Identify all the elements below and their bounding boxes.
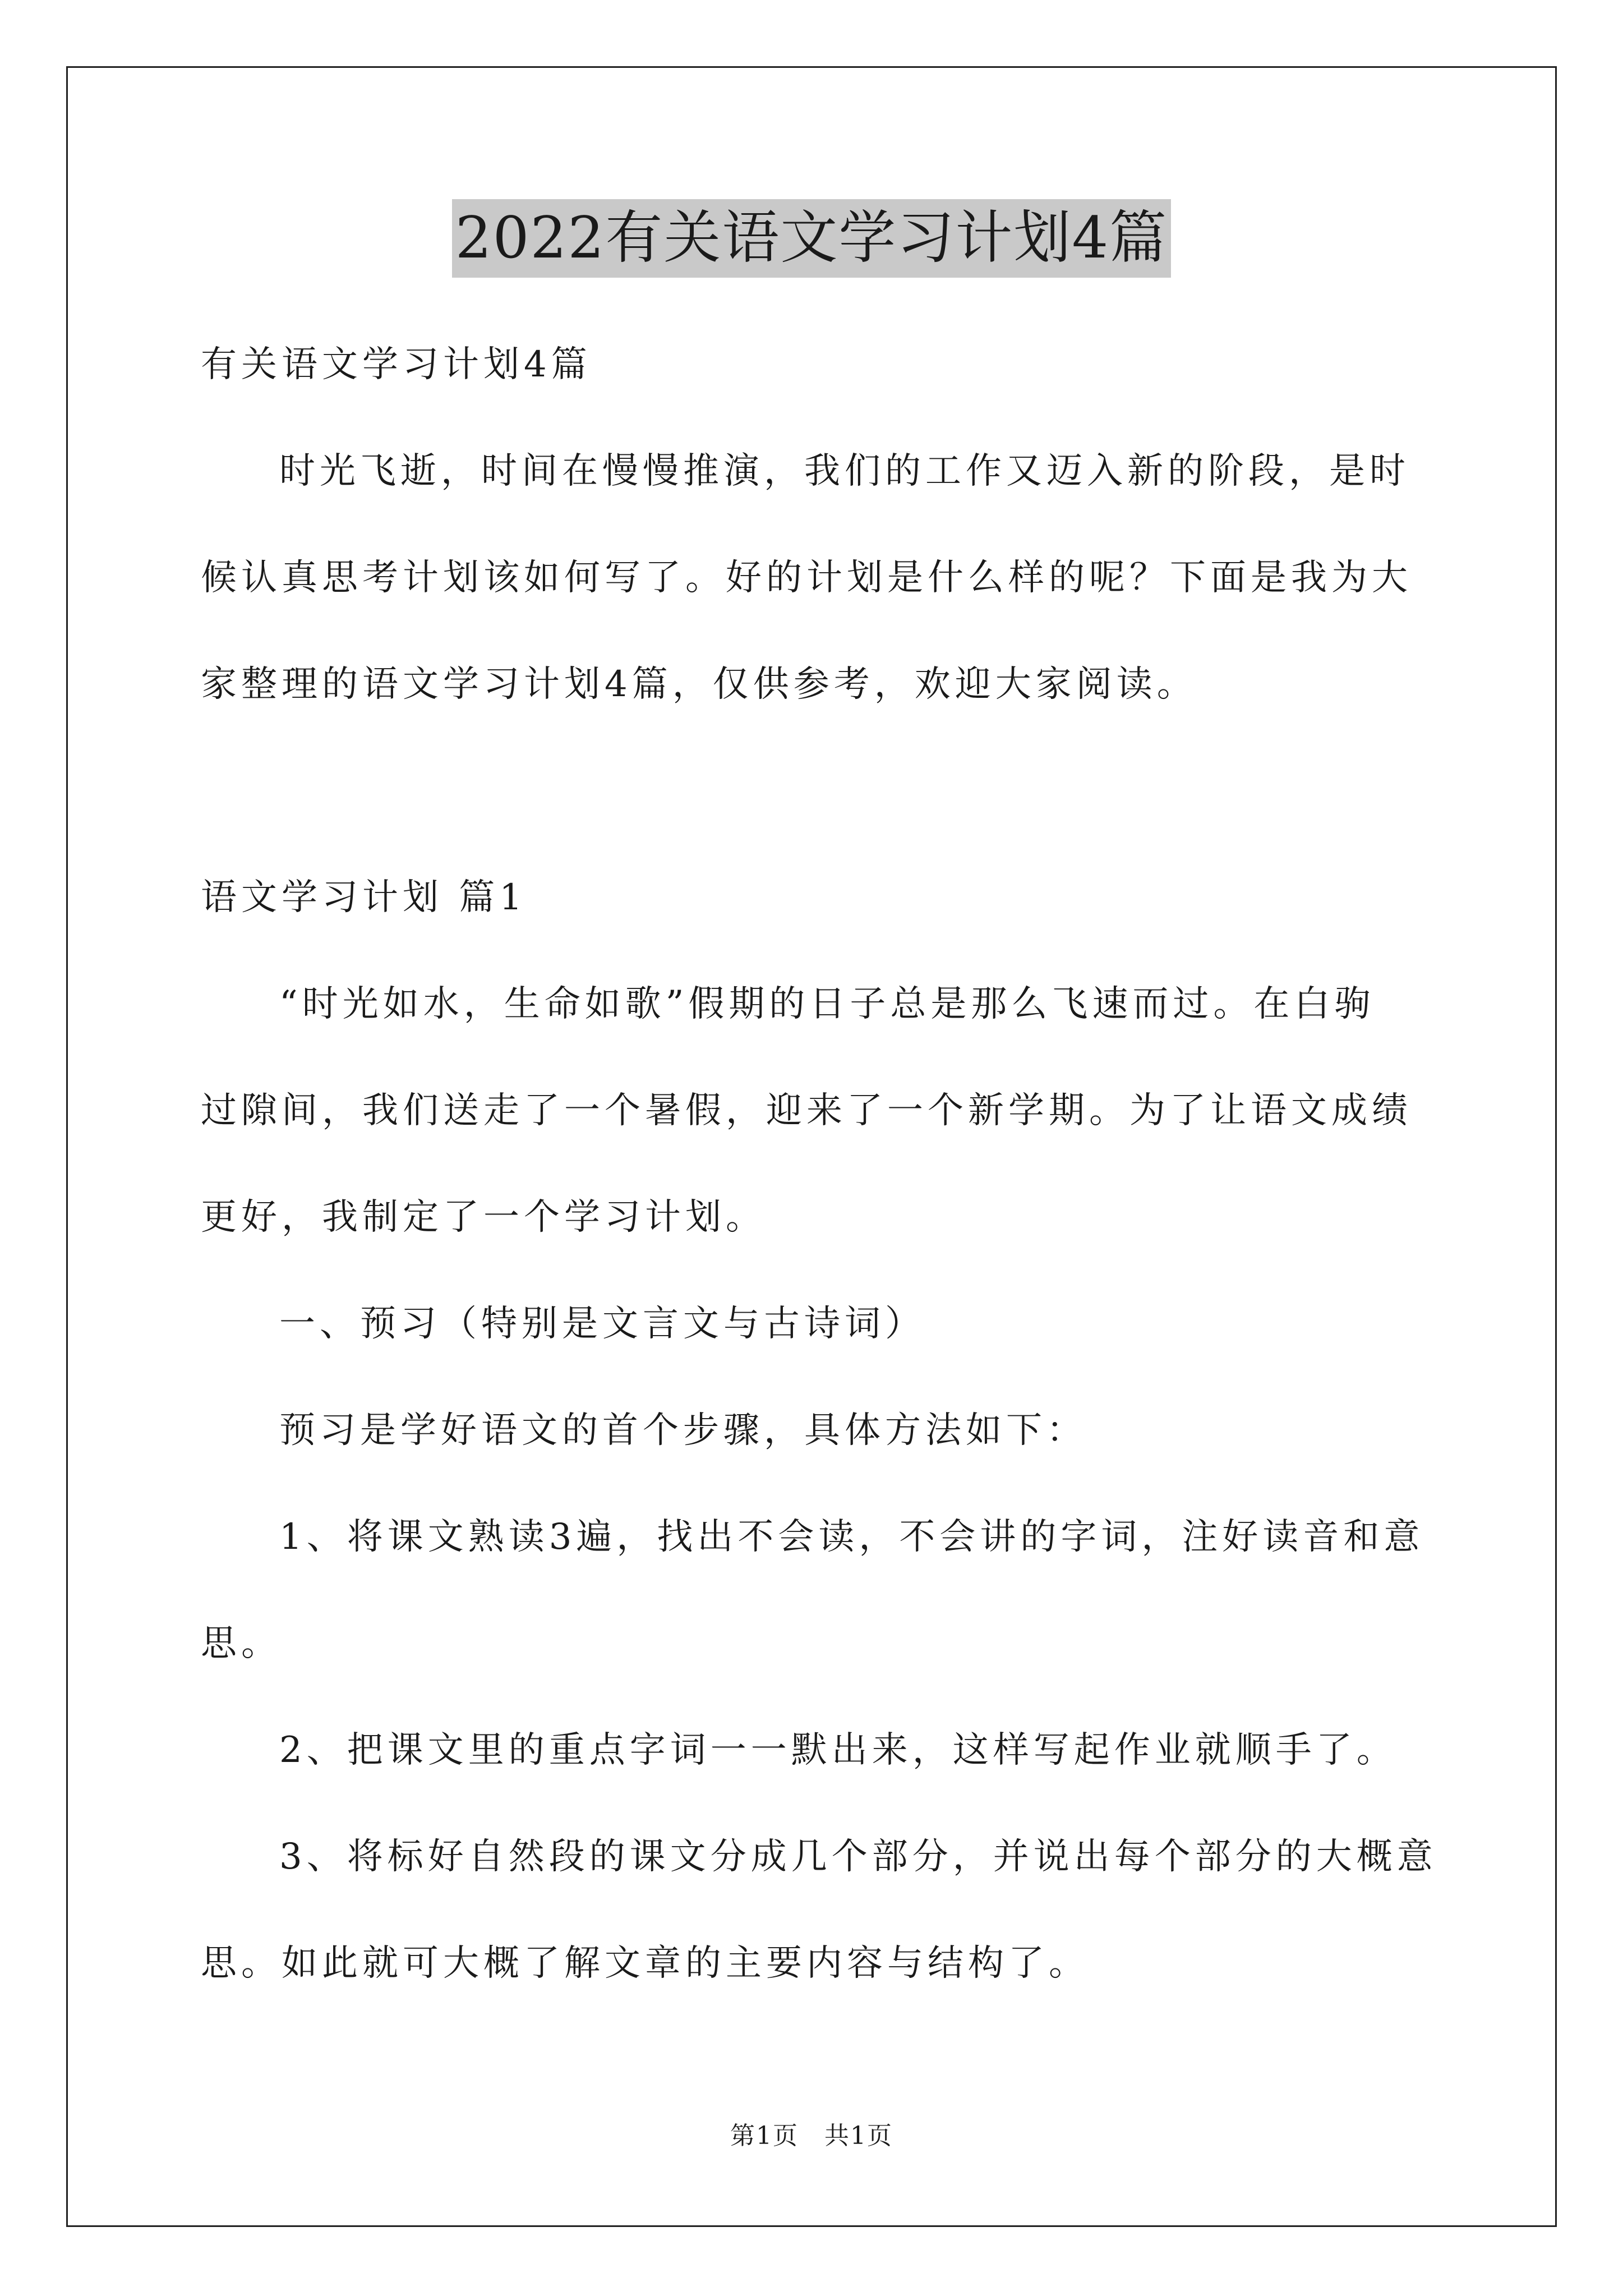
subheading-preview: 一、预习（特别是文言文与古诗词） (279, 1303, 925, 1345)
document-title: 2022有关语文学习计划4篇 (452, 199, 1171, 278)
document-body (201, 311, 1437, 2017)
list-item-3-line-2: 思。如此就可大概了解文章的主要内容与结构了。 (201, 1943, 1089, 1984)
list-item-1-line-2: 思。 (201, 1623, 282, 1664)
paragraph-line-1: “时光如水，生命如歌”假期的日子总是那么飞速而过。在白驹 (279, 983, 1375, 1025)
paragraph-line-2: 过隙间，我们送走了一个暑假，迎来了一个新学期。为了让语文成绩 (201, 1090, 1412, 1131)
paragraph-line-3: 更好，我制定了一个学习计划。 (201, 1197, 766, 1238)
preview-intro: 预习是学好语文的首个步骤，具体方法如下： (279, 1410, 1087, 1451)
list-item-2: 2、把课文里的重点字词一一默出来，这样写起作业就顺手了。 (279, 1729, 1397, 1771)
intro-line-1: 时光飞逝，时间在慢慢推演，我们的工作又迈入新的阶段，是时 (279, 450, 1410, 492)
section-heading: 语文学习计划 篇1 (201, 877, 527, 918)
intro-line-2: 候认真思考计划该如何写了。好的计划是什么样的呢？下面是我为大 (201, 557, 1412, 599)
page-footer: 第1页 共1页 (730, 2122, 893, 2150)
title-container (0, 199, 1623, 278)
list-item-3-line-1: 3、将标好自然段的课文分成几个部分，并说出每个部分的大概意 (279, 1836, 1437, 1878)
intro-line-3: 家整理的语文学习计划4篇，仅供参考，欢迎大家阅读。 (201, 664, 1197, 705)
subtitle-line: 有关语文学习计划4篇 (201, 344, 592, 385)
list-item-1-line-1: 1、将课文熟读3遍，找出不会读，不会讲的字词，注好读音和意 (279, 1516, 1424, 1558)
blank-line (201, 738, 1429, 844)
